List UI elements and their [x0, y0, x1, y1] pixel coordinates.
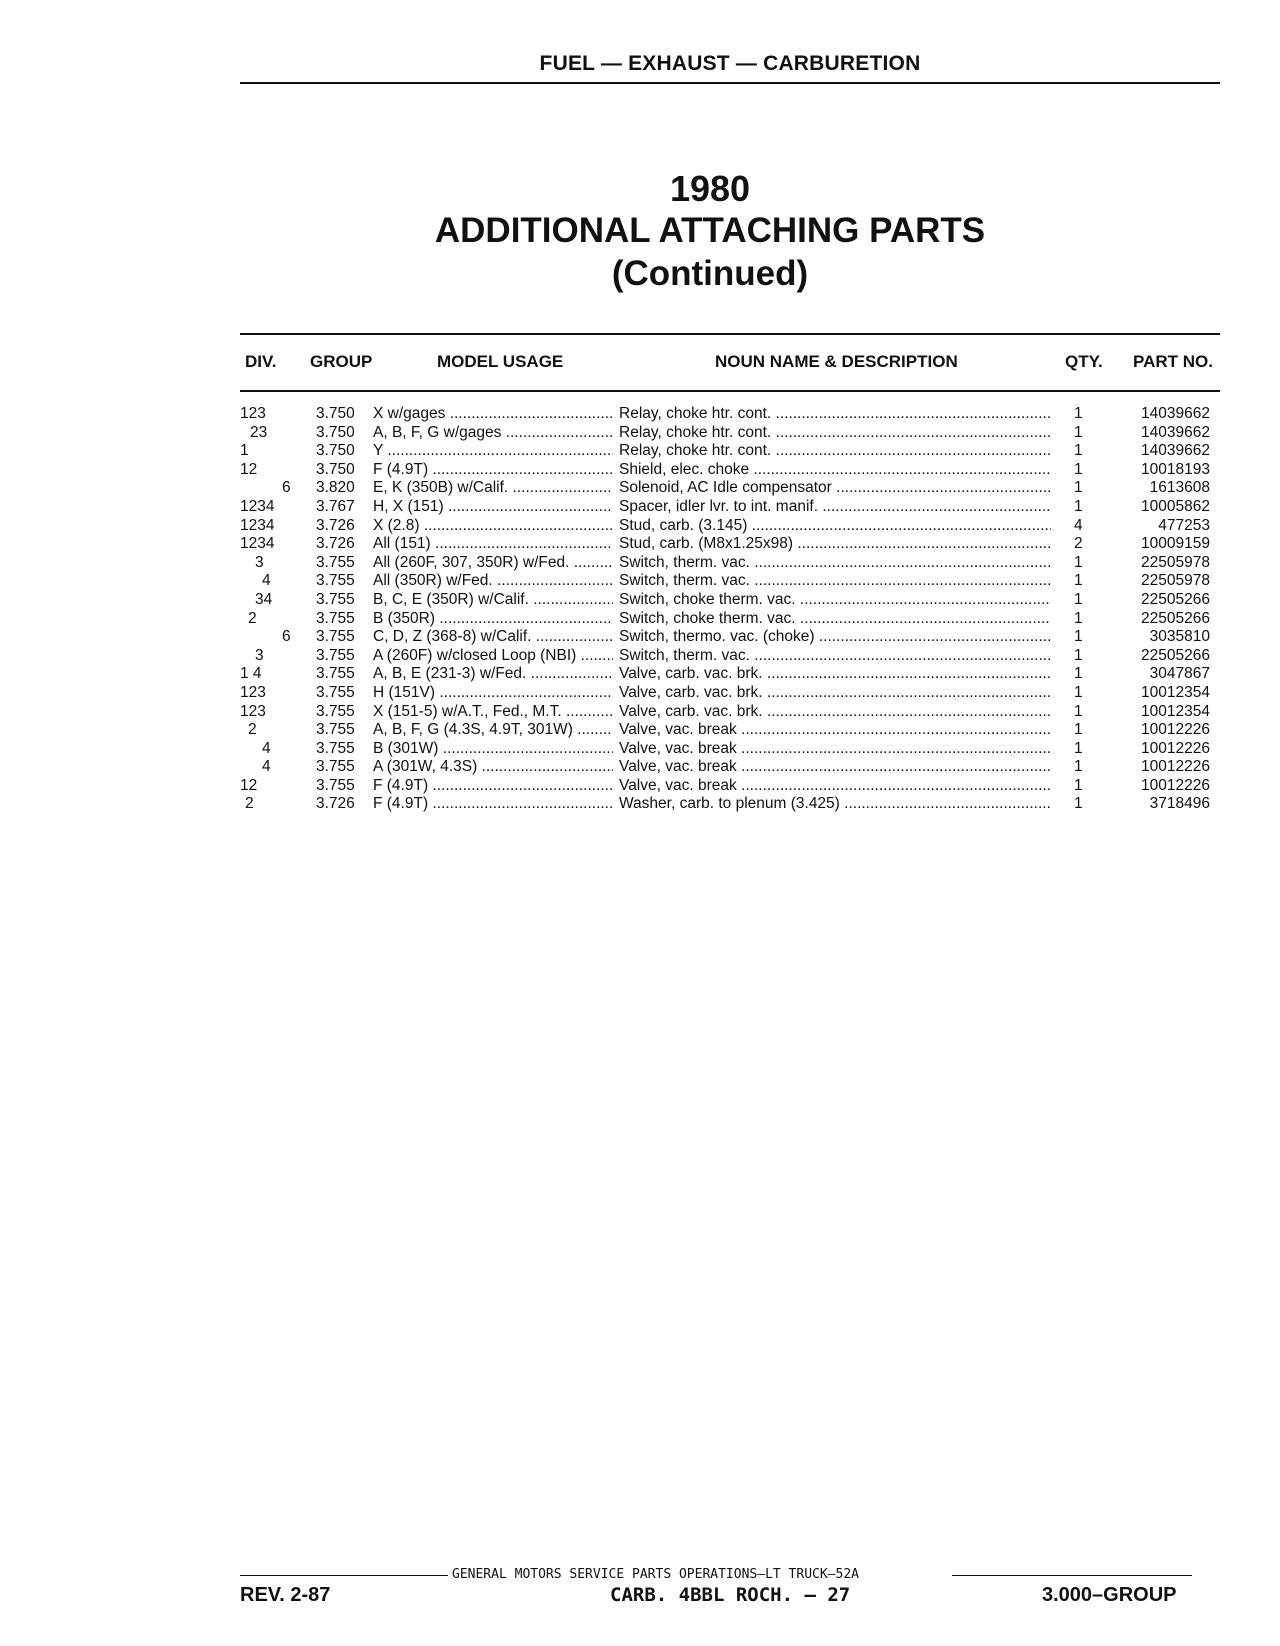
div-cell: 1	[240, 442, 249, 460]
part-number-cell: 10012226	[1141, 776, 1210, 794]
page-subtitle: (Continued)	[611, 254, 809, 293]
div-cell: 4	[262, 739, 271, 757]
description-cell: Stud, carb. (M8x1.25x98) .....	[619, 535, 1051, 554]
footer-rule-right	[952, 1575, 1192, 1576]
div-cell: 23	[250, 423, 268, 441]
revision-label: REV. 2-87	[240, 1584, 331, 1606]
div-cell: 123	[240, 405, 266, 422]
model-usage-cell: F (4.9T) .....	[373, 461, 613, 480]
description-cell: Switch, therm. vac. .....	[619, 572, 1051, 591]
qty-cell: 1	[1074, 665, 1083, 683]
group-cell: 3.750	[316, 405, 355, 422]
table-row	[0, 758, 1280, 777]
model-usage-cell: C, D, Z (368-8) w/Calif. .....	[373, 628, 613, 647]
div-cell: 2	[248, 721, 257, 739]
header-rule	[240, 82, 1220, 84]
group-cell: 3.755	[316, 721, 355, 739]
group-cell: 3.755	[316, 590, 355, 608]
table-row	[0, 517, 1280, 536]
part-number-cell: 22505978	[1141, 553, 1210, 571]
qty-cell: 2	[1074, 535, 1083, 553]
group-cell: 3.726	[316, 516, 355, 534]
div-cell: 4	[262, 572, 271, 590]
col-header-model-usage: MODEL USAGE	[437, 352, 564, 371]
table-row	[0, 591, 1280, 610]
model-usage-cell: All (350R) w/Fed. .....	[373, 572, 613, 591]
div-cell: 4	[262, 758, 271, 776]
table-row	[0, 610, 1280, 629]
part-number-cell: 10012226	[1141, 721, 1210, 739]
group-cell: 3.755	[316, 646, 355, 664]
part-number-cell: 22505266	[1141, 609, 1210, 627]
model-usage-cell: B (350R) .....	[373, 610, 613, 629]
part-number-cell: 477253	[1158, 516, 1210, 534]
model-usage-cell: All (260F, 307, 350R) w/Fed. .....	[373, 554, 613, 573]
part-number-cell: 10009159	[1141, 535, 1210, 553]
group-cell: 3.755	[316, 758, 355, 776]
group-cell: 3.755	[316, 609, 355, 627]
description-cell: Washer, carb. to plenum (3.425) .....	[619, 795, 1051, 814]
model-usage-cell: Y .....	[373, 442, 613, 461]
part-number-cell: 3047867	[1149, 665, 1210, 683]
div-cell: 1234	[240, 535, 275, 553]
model-usage-cell: All (151) .....	[373, 535, 613, 554]
model-usage-cell: X w/gages .....	[373, 405, 613, 424]
table-row	[0, 535, 1280, 554]
div-cell: 2	[248, 609, 257, 627]
part-number-cell: 10012226	[1141, 758, 1210, 776]
group-cell: 3.755	[316, 665, 355, 683]
group-label: 3.000–GROUP	[1042, 1584, 1177, 1606]
table-row	[0, 442, 1280, 461]
section-title: FUEL — EXHAUST — CARBURETION	[539, 52, 921, 75]
qty-cell: 1	[1074, 683, 1083, 701]
group-cell: 3.726	[316, 795, 355, 813]
model-usage-cell: B, C, E (350R) w/Calif. .....	[373, 591, 613, 610]
model-usage-cell: H (151V) .....	[373, 684, 613, 703]
group-cell: 3.755	[316, 683, 355, 701]
description-cell: Relay, choke htr. cont. .....	[619, 405, 1051, 424]
year-title: 1980	[669, 168, 751, 209]
table-row	[0, 479, 1280, 498]
div-cell: 3	[255, 646, 264, 664]
qty-cell: 4	[1074, 516, 1083, 534]
div-cell: 2	[245, 795, 254, 813]
group-cell: 3.755	[316, 572, 355, 590]
description-cell: Shield, elec. choke .....	[619, 461, 1051, 480]
table-row	[0, 777, 1280, 796]
qty-cell: 1	[1074, 795, 1083, 813]
col-header-part-no: PART NO.	[1133, 352, 1213, 371]
table-header-rule	[240, 390, 1220, 392]
div-cell: 6	[282, 628, 291, 646]
group-cell: 3.750	[316, 442, 355, 460]
description-cell: Valve, vac. break .....	[619, 721, 1051, 740]
qty-cell: 1	[1074, 776, 1083, 794]
part-number-cell: 1613608	[1149, 479, 1210, 497]
model-usage-cell: B (301W) .....	[373, 740, 613, 759]
description-cell: Switch, thermo. vac. (choke) .....	[619, 628, 1051, 647]
description-cell: Relay, choke htr. cont. .....	[619, 442, 1051, 461]
div-cell: 1 4	[240, 665, 262, 683]
table-row	[0, 424, 1280, 443]
description-cell: Switch, choke therm. vac. .....	[619, 610, 1051, 629]
qty-cell: 1	[1074, 721, 1083, 739]
div-cell: 12	[240, 776, 258, 794]
description-cell: Stud, carb. (3.145) .....	[619, 517, 1051, 536]
table-row	[0, 572, 1280, 591]
qty-cell: 1	[1074, 702, 1083, 720]
description-cell: Valve, carb. vac. brk. .....	[619, 684, 1051, 703]
div-cell: 123	[240, 683, 266, 701]
description-cell: Solenoid, AC Idle compensator .....	[619, 479, 1051, 498]
title-block	[400, 168, 1020, 296]
qty-cell: 1	[1074, 553, 1083, 571]
div-cell: 1234	[240, 497, 275, 515]
qty-cell: 1	[1074, 460, 1083, 478]
div-cell: 123	[240, 702, 266, 720]
qty-cell: 1	[1074, 590, 1083, 608]
description-cell: Valve, carb. vac. brk. .....	[619, 665, 1051, 684]
group-cell: 3.767	[316, 497, 355, 515]
div-cell: 12	[240, 460, 258, 478]
part-number-cell: 10012226	[1141, 739, 1210, 757]
part-number-cell: 10005862	[1141, 497, 1210, 515]
qty-cell: 1	[1074, 646, 1083, 664]
part-number-cell: 10018193	[1141, 460, 1210, 478]
model-usage-cell: F (4.9T) .....	[373, 795, 613, 814]
description-cell: Valve, vac. break .....	[619, 777, 1051, 796]
col-header-group: GROUP	[310, 352, 373, 371]
model-usage-cell: E, K (350B) w/Calif. .....	[373, 479, 613, 498]
table-row	[0, 628, 1280, 647]
group-cell: 3.750	[316, 423, 355, 441]
footer-rule-left	[240, 1575, 448, 1576]
table-top-rule	[240, 333, 1220, 335]
div-cell: 34	[255, 590, 273, 608]
model-usage-cell: A, B, E (231-3) w/Fed. .....	[373, 665, 613, 684]
qty-cell: 1	[1074, 609, 1083, 627]
table-row	[0, 721, 1280, 740]
page-title: ADDITIONAL ATTACHING PARTS	[434, 211, 986, 250]
group-cell: 3.755	[316, 553, 355, 571]
page-label: CARB. 4BBL ROCH. – 27	[610, 1584, 851, 1606]
part-number-cell: 10012354	[1141, 702, 1210, 720]
table-row	[0, 405, 1280, 424]
group-cell: 3.820	[316, 479, 355, 497]
model-usage-cell: A (260F) w/closed Loop (NBI) .....	[373, 647, 613, 666]
col-header-div: DIV.	[245, 352, 277, 371]
parts-table	[0, 405, 1280, 814]
description-cell: Spacer, idler lvr. to int. manif. .....	[619, 498, 1051, 517]
div-cell: 1234	[240, 516, 275, 534]
part-number-cell: 3035810	[1149, 628, 1210, 646]
model-usage-cell: X (2.8) .....	[373, 517, 613, 536]
qty-cell: 1	[1074, 479, 1083, 497]
description-cell: Valve, vac. break .....	[619, 758, 1051, 777]
description-cell: Switch, therm. vac. .....	[619, 554, 1051, 573]
group-cell: 3.755	[316, 776, 355, 794]
model-usage-cell: X (151-5) w/A.T., Fed., M.T. .....	[373, 703, 613, 722]
model-usage-cell: A (301W, 4.3S) .....	[373, 758, 613, 777]
model-usage-cell: F (4.9T) .....	[373, 777, 613, 796]
publisher-line: GENERAL MOTORS SERVICE PARTS OPERATIONS—LT TRUCK—52A	[452, 1567, 859, 1582]
description-cell: Relay, choke htr. cont. .....	[619, 424, 1051, 443]
table-row	[0, 684, 1280, 703]
col-header-description: NOUN NAME & DESCRIPTION	[715, 352, 958, 371]
table-row	[0, 703, 1280, 722]
qty-cell: 1	[1074, 497, 1083, 515]
description-cell: Switch, choke therm. vac. .....	[619, 591, 1051, 610]
group-cell: 3.750	[316, 460, 355, 478]
qty-cell: 1	[1074, 405, 1083, 422]
table-row	[0, 740, 1280, 759]
qty-cell: 1	[1074, 628, 1083, 646]
group-cell: 3.755	[316, 702, 355, 720]
table-row	[0, 647, 1280, 666]
part-number-cell: 14039662	[1141, 405, 1210, 422]
table-row	[0, 498, 1280, 517]
qty-cell: 1	[1074, 739, 1083, 757]
description-cell: Valve, carb. vac. brk. .....	[619, 703, 1051, 722]
table-row	[0, 795, 1280, 814]
group-cell: 3.755	[316, 739, 355, 757]
part-number-cell: 22505978	[1141, 572, 1210, 590]
table-row	[0, 461, 1280, 480]
table-row	[0, 665, 1280, 684]
div-cell: 6	[282, 479, 291, 497]
part-number-cell: 22505266	[1141, 590, 1210, 608]
model-usage-cell: A, B, F, G (4.3S, 4.9T, 301W) .....	[373, 721, 613, 740]
model-usage-cell: A, B, F, G w/gages .....	[373, 424, 613, 443]
group-cell: 3.726	[316, 535, 355, 553]
qty-cell: 1	[1074, 758, 1083, 776]
qty-cell: 1	[1074, 423, 1083, 441]
qty-cell: 1	[1074, 442, 1083, 460]
part-number-cell: 14039662	[1141, 442, 1210, 460]
part-number-cell: 14039662	[1141, 423, 1210, 441]
col-header-qty: QTY.	[1065, 352, 1103, 371]
model-usage-cell: H, X (151) .....	[373, 498, 613, 517]
description-cell: Valve, vac. break .....	[619, 740, 1051, 759]
group-cell: 3.755	[316, 628, 355, 646]
table-row	[0, 554, 1280, 573]
part-number-cell: 22505266	[1141, 646, 1210, 664]
qty-cell: 1	[1074, 572, 1083, 590]
div-cell: 3	[255, 553, 264, 571]
description-cell: Switch, therm. vac. .....	[619, 647, 1051, 666]
part-number-cell: 3718496	[1149, 795, 1210, 813]
part-number-cell: 10012354	[1141, 683, 1210, 701]
